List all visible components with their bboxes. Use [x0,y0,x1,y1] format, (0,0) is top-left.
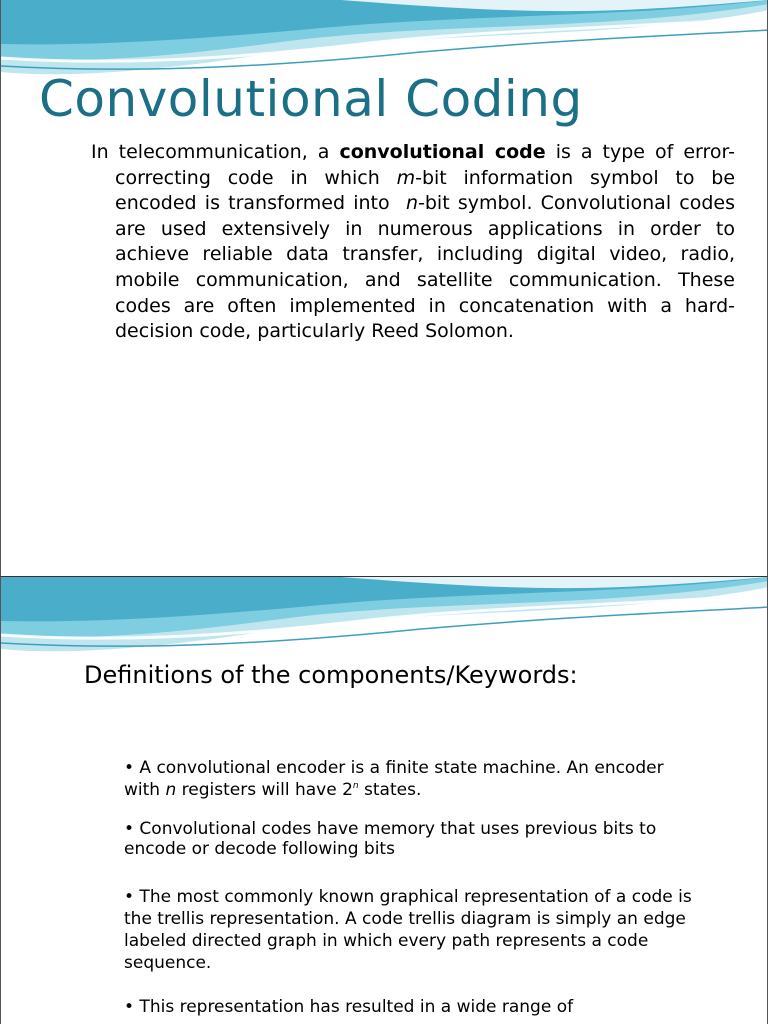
bullet-line: encode or decode following bits [124,839,395,859]
bullet-superscript: n [352,781,359,791]
intro-italic-n: n [405,192,419,215]
bullet-item [124,821,694,860]
slide-subtitle: Definitions of the components/Keywords: [84,661,578,689]
bullet-text: registers will have 2 [176,780,353,800]
wave-decoration [1,577,768,657]
intro-text-part: In telecommunication, a [91,141,340,163]
intro-bold-term: convolutional code [339,141,546,163]
intro-text-part: -bit information symbol to be encoded is transformed into [115,166,736,215]
bullet-italic-n: n [165,780,177,800]
bullet-item: • The most commonly known graphical representation of a code is the trellis representation. A code trellis diagram is simply an edge labeled directed graph in which every path represents a code sequence. [124,887,692,973]
intro-text-part: -bit symbol. Convolutional codes are used extensively in numerous applications in order to achieve reliable data transfer, including digital video, radio, mobile communication, and satellite communication. These codes are often implemented in concatenation with a hard-decision code, particularly Reed Solomon. [115,192,735,343]
bullet-list [124,757,694,1024]
intro-paragraph [91,140,735,345]
bullet-text: states. [358,780,422,800]
bullet-item: • This representation has resulted in a wide range of [124,997,574,1017]
slide-2 [0,576,768,1024]
bullet-item [124,757,694,801]
slide-title: Convolutional Coding [39,70,583,128]
intro-italic-m: m [396,166,416,189]
bullet-text: • A convolutional encoder is a finite state machine. An encoder with [124,758,664,800]
wave-decoration [1,0,768,80]
intro-text-part: is a type of error-correcting code in which [115,141,735,189]
bullet-line: • Convolutional codes have memory that uses previous bits to [124,819,657,839]
